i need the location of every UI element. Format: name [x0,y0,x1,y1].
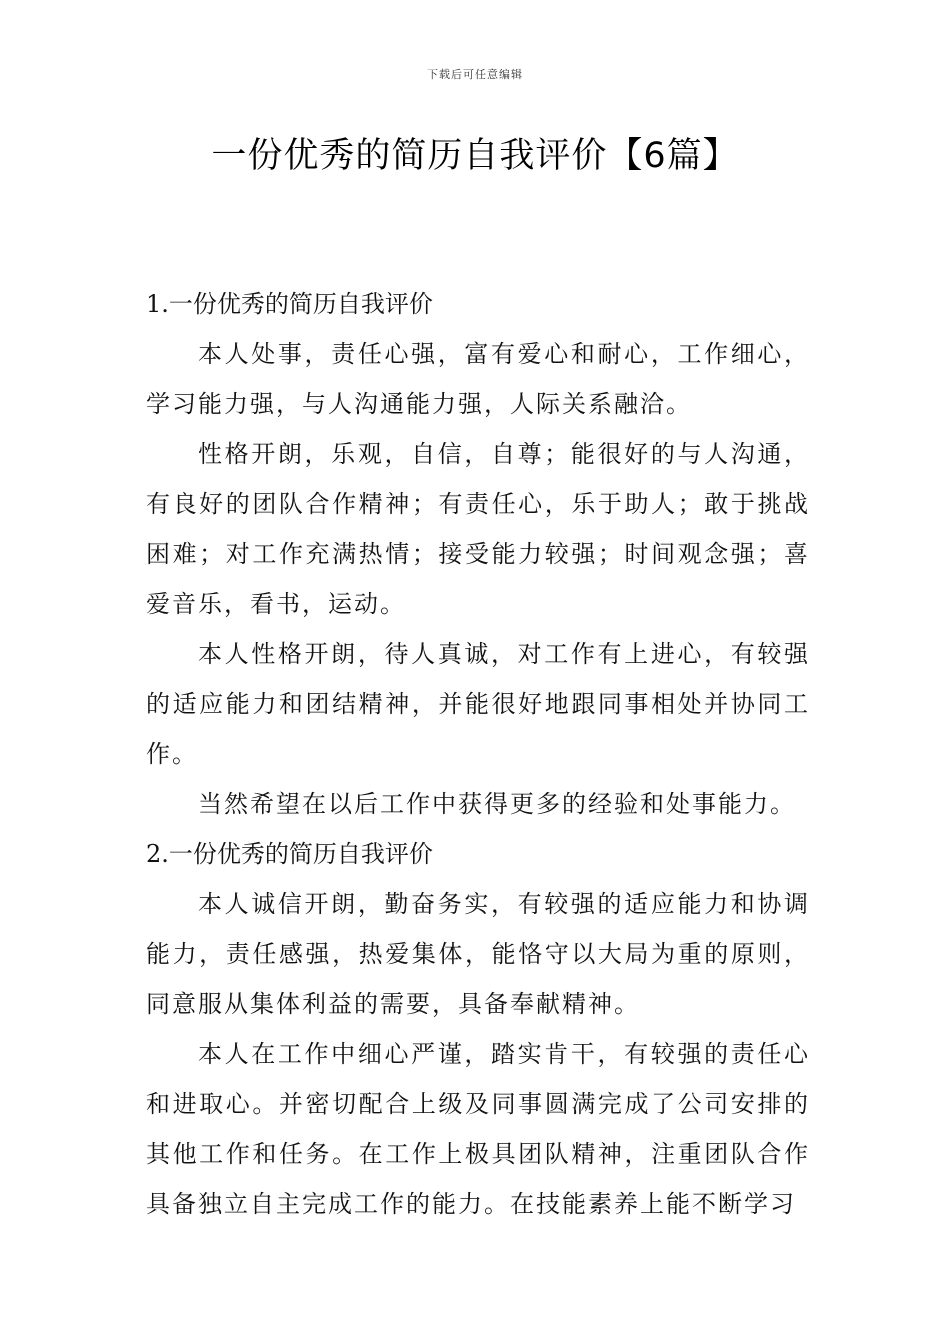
section-1-paragraph-3: 本人性格开朗，待人真诚，对工作有上进心，有较强的适应能力和团结精神，并能很好地跟同事相处并协同工作。 [146,640,810,768]
document-body [146,279,810,1229]
section-1-paragraph-2: 性格开朗，乐观，自信，自尊；能很好的与人沟通，有良好的团队合作精神；有责任心，乐于助人；敢于挑战困难；对工作充满热情；接受能力较强；时间观念强；喜爱音乐，看书，运动。 [146,440,810,618]
section-1-heading: 1.一份优秀的简历自我评价 [146,290,433,318]
document-title: 一份优秀的简历自我评价【6篇】 [211,136,739,176]
section-1-paragraph-4: 当然希望在以后工作中获得更多的经验和处事能力。 [198,790,796,818]
section-2-paragraph-2: 本人在工作中细心严谨，踏实肯干，有较强的责任心和进取心。并密切配合上级及同事圆满完成了公司安排的其他工作和任务。在工作上极具团队精神，注重团队合作具备独立自主完成工作的能力。在技能素养上能不断学习 [146,1040,810,1218]
header-note: 下载后可任意编辑 [427,68,523,81]
section-2-heading: 2.一份优秀的简历自我评价 [146,840,433,868]
section-2-paragraph-1: 本人诚信开朗，勤奋务实，有较强的适应能力和协调能力，责任感强，热爱集体，能恪守以大局为重的原则，同意服从集体利益的需要，具备奉献精神。 [146,890,810,1018]
section-1-paragraph-1: 本人处事，责任心强，富有爱心和耐心，工作细心，学习能力强，与人沟通能力强，人际关系融洽。 [146,340,810,418]
